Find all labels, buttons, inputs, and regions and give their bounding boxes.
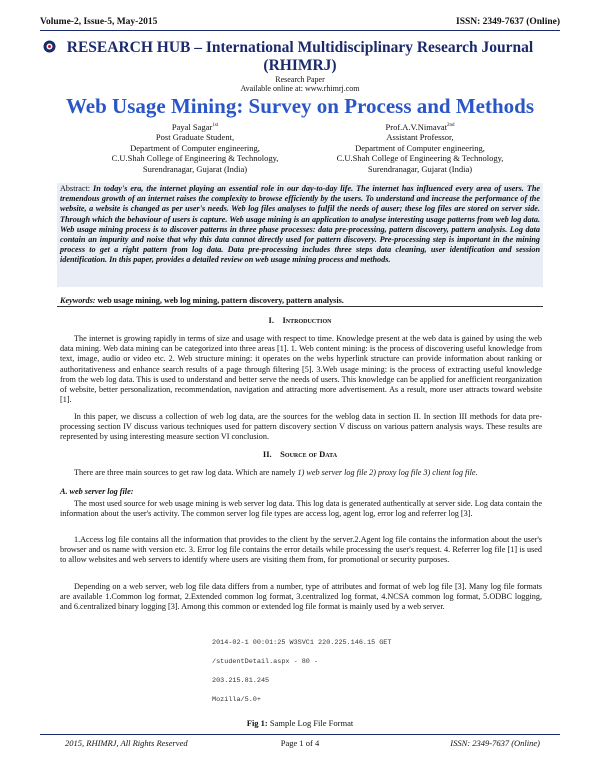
- section-number: I.: [268, 315, 274, 325]
- author-1-sup: 1st: [212, 123, 219, 128]
- figure-caption-text: Sample Log File Format: [267, 718, 354, 728]
- author-2-name: Prof.A.V.Nimavat: [385, 121, 447, 132]
- keywords-divider: [57, 306, 543, 307]
- footer-issn: ISSN: 2349-7637 (Online): [450, 738, 540, 748]
- figure-caption: [0, 718, 600, 728]
- figure-caption-label: Fig 1:: [246, 718, 268, 728]
- abstract-label: Abstract:: [60, 184, 91, 193]
- header-issn: ISSN: 2349-7637 (Online): [456, 17, 560, 27]
- source-paragraph-4: Depending on a web server, web log file data differs from a number, type of attributes and format of web log file [3]. Many log file formats are available 1.Common log format, 2.Extended common log format, 3.centralized log format, 4.NCSA common log format, 5.ODBC logging, and 6.centralized binary logging [3]. Among this common or extended log file format is mainly used by a web server.: [60, 582, 542, 612]
- source-paragraph-3: 1.Access log file contains all the information that provides to the client by the server.2.Agent log file contains the information about the user's browser and os name with version etc. 3. Error log file contains the error details while processing the user's request. 4. Referrer log file [1] is used to allow websites and web servers to identify where users are visiting them from, for promotional or security purposes.: [60, 535, 542, 565]
- section-number: II.: [262, 449, 272, 459]
- section-heading-source: [0, 449, 600, 459]
- section-title: Source of Data: [280, 449, 338, 459]
- author-2-line: C.U.Shah College of Engineering & Technology,: [336, 153, 504, 164]
- volume-issue: Volume-2, Issue-5, May-2015: [40, 17, 158, 27]
- author-1-name: Payal Sagar: [171, 121, 213, 132]
- log-line: Mozilla/5.0+: [212, 696, 261, 704]
- paper-title: Web Usage Mining: Survey on Process and Methods: [65, 94, 535, 118]
- author-2: [300, 121, 540, 174]
- author-1-line: Post Graduate Student,: [155, 132, 235, 143]
- section-heading-introduction: [0, 315, 600, 325]
- keywords-label: Keywords:: [60, 296, 96, 305]
- log-line: 2014-02-1 00:01:25 W3SVC1 220.225.146.15 GET /studentDetail.aspx - 80 -: [212, 639, 392, 666]
- author-1-line: Department of Computer engineering,: [130, 142, 260, 153]
- paper-type: Research Paper: [275, 75, 325, 84]
- author-2-line: Assistant Professor,: [386, 132, 454, 143]
- author-1-line: C.U.Shah College of Engineering & Technology,: [111, 153, 279, 164]
- source-paragraph-2: The most used source for web usage mining is web server log data. This log data is generated authentically at server side. Log data contain the information about the user's activity. The common server log file types are access log, agent log, error log and referrer log [3].: [60, 499, 542, 519]
- footer-page-number: Page 1 of 4: [280, 738, 320, 748]
- log-line: 203.215.81.245: [212, 677, 270, 685]
- abstract: [60, 184, 540, 266]
- intro-paragraph-2: In this paper, we discuss a collection of web log data, are the sources for the weblog data in section II. In section III methods for data pre-processing section IV discuss various techniques used for pattern discovery section V discuss on various pattern analysis ways. These results are represented by using interesting measure section VI conclusion.: [60, 412, 542, 442]
- author-2-sup: 2nd: [446, 123, 455, 128]
- keywords-text: web usage mining, web log mining, pattern discovery, pattern analysis.: [97, 296, 344, 305]
- source-paragraph-1: [60, 468, 542, 478]
- footer-divider: [40, 734, 560, 735]
- author-1-line: Surendranagar, Gujarat (India): [142, 163, 248, 174]
- journal-name: RESEARCH HUB – International Multidisciplinary Research Journal (RHIMRJ): [66, 39, 534, 74]
- author-1: [75, 121, 315, 174]
- abstract-text: In today's era, the internet playing an essential role in our day-to-day life. The internet has influenced every area of users. The tremendous growth of an internet raises the complexity to browse efficiently by the users. To understand and increase the performance of the website, a website is changed as per user's needs. Web log files analyses to fulfil the needs of auser; these log files are stored on server side. Through which the behaviour of users is capture. Web usage mining is an application to analyse interesting usage patterns from web log data. Web usage mining process is to discover patterns in three phase processes: data pre-processing, pattern discovery, pattern analysis. Log data contain an impurity and noise that why this data cannot directly used for pattern discovery. Pre-processing step is important in the mining process to get a right pattern from log data. Data pre-processing includes three steps data cleaning, user identification and session identification. In this paper, provides a detailed review on web usage mining process and methods.: [60, 184, 541, 265]
- source-p1-text: There are three main sources to get raw log data. Which are namely: [74, 468, 298, 477]
- header-divider: [40, 30, 560, 31]
- subsection-web-server-log: A. web server log file:: [60, 487, 134, 496]
- author-2-line: Surendranagar, Gujarat (India): [367, 163, 473, 174]
- sample-log-figure: [212, 634, 402, 714]
- available-online: Available online at: www.rhimrj.com: [240, 84, 360, 93]
- section-title: Introduction: [282, 315, 332, 325]
- author-2-line: Department of Computer engineering,: [355, 142, 485, 153]
- source-p1-list: 1) web server log file 2) proxy log file 3) client log file.: [297, 468, 478, 477]
- keywords: [60, 296, 540, 305]
- footer-copyright: 2015, RHIMRJ, All Rights Reserved: [65, 738, 188, 748]
- intro-paragraph-1: The internet is growing rapidly in terms of size and usage with respect to time. Knowledge present at the web data is gained by using the web data mining. Web data mining can be categorized into three areas [1]. 1. Web content mining: is the process of discovering useful knowledge from text, image, audio or video etc. 2. Web structure mining: it operates on the webs hyperlink structure can provide information about ranking or authoritativeness and enhance search results of a page through filtering [5]. 3.Web usage mining: is the process of extracting useful knowledge from the web log data. This is used to understand and better serve the needs of users. This knowledge can be applied for anefficient reorganization of website, better personalization, recommendation, navigation and attracting more advertisement. As a result, more user attracts toward website [1].: [60, 334, 542, 405]
